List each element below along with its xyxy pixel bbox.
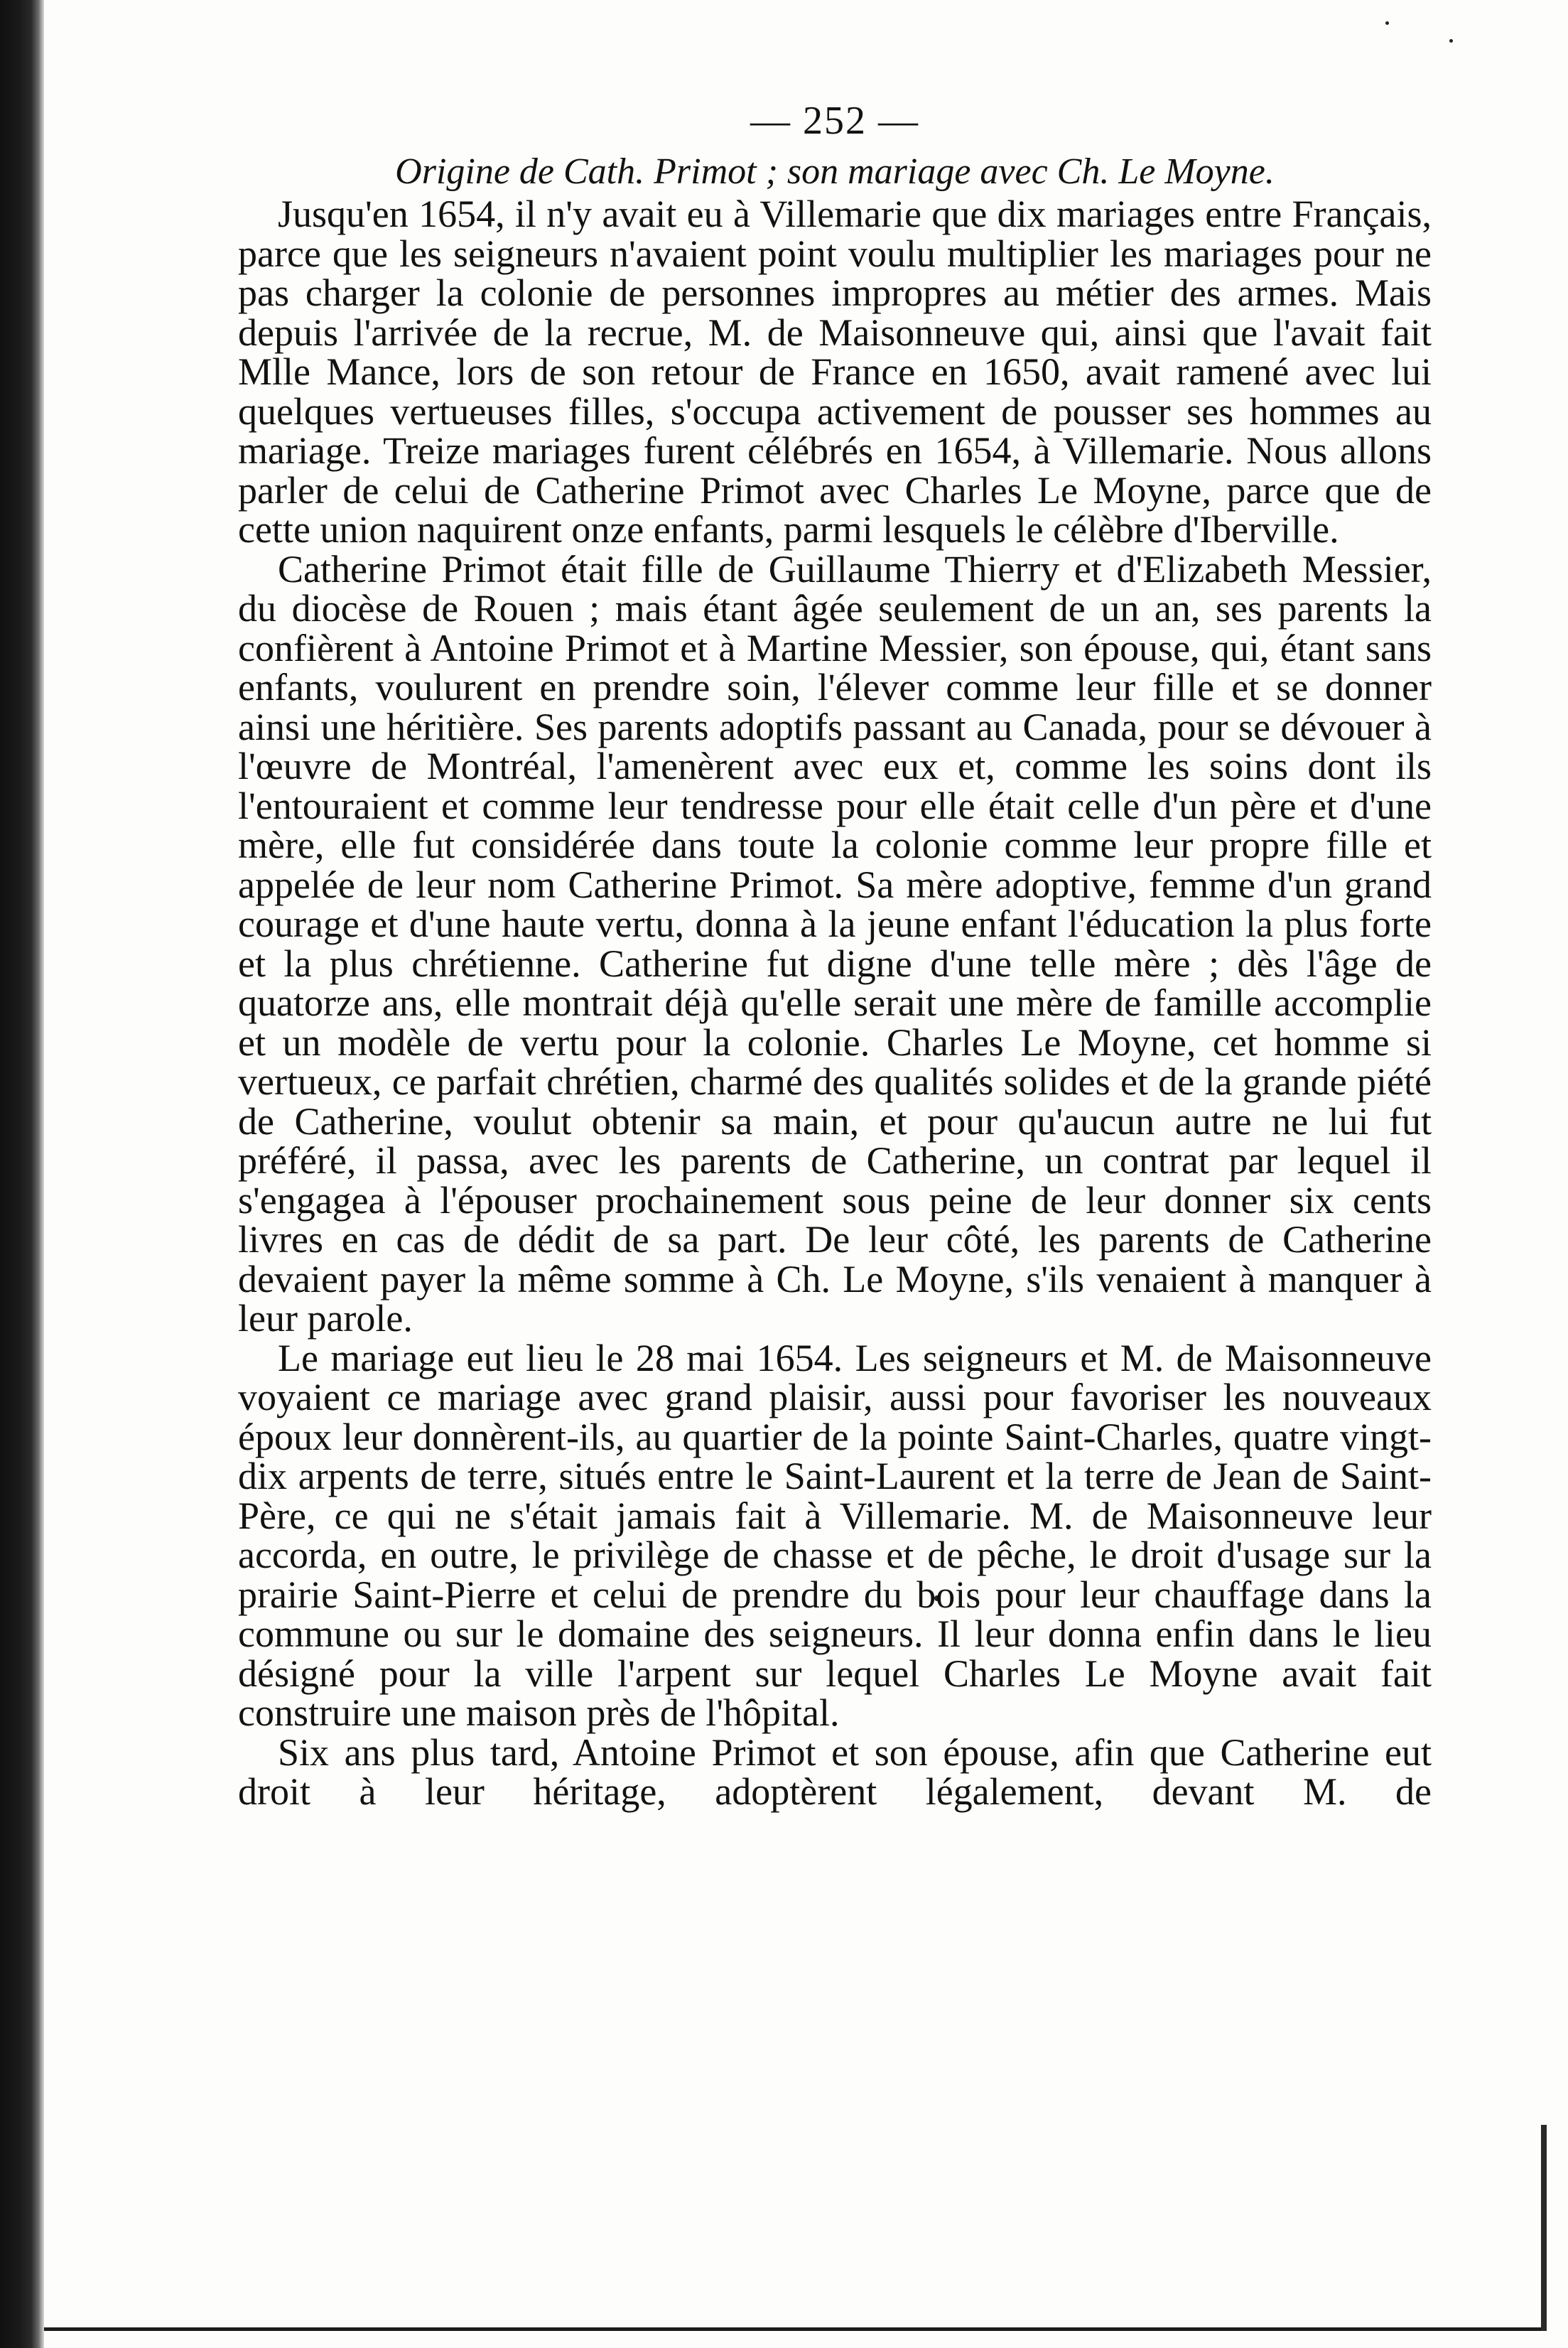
- right-edge-mark: [1541, 2125, 1547, 2331]
- paragraph: Le mariage eut lieu le 28 mai 1654. Les seigneurs et M. de Maisonneuve voyaient ce mariage avec grand plaisir, aussi pour favoriser les nouveaux époux leur donnèrent-ils, au quartier de la pointe Saint-Charles, quatre vingt-dix arpents de terre, situés entre le Saint-Laurent et la terre de Jean de Saint-Père, ce qui ne s'était jamais fait à Villemarie. M. de Maisonneuve leur accorda, en outre, le privilège de chasse et de pêche, le droit d'usage sur la prairie Saint-Pierre et celui de prendre du bois pour leur chauffage dans la commune ou sur le domaine des seigneurs. Il leur donna enfin dans le lieu désigné pour la ville l'arpent sur lequel Charles Le Moyne avait fait construire une maison près de l'hôpital.: [238, 1336, 1432, 1734]
- stray-dot: [1449, 39, 1453, 43]
- paragraph: Jusqu'en 1654, il n'y avait eu à Villemarie que dix mariages entre Français, parce que les seigneurs n'avaient point voulu multiplier les mariages pour ne pas charger la colonie de personnes impropres au métier des armes. Mais depuis l'arrivée de la recrue, M. de Maisonneuve qui, ainsi que l'avait fait Mlle Mance, lors de son retour de France en 1650, avait ramené avec lui quelques vertueuses filles, s'occupa activement de pousser ses hommes au mariage. Treize mariages furent célébrés en 1654, à Villemarie. Nous allons parler de celui de Catherine Primot avec Charles Le Moyne, parce que de cette union naquirent onze enfants, parmi lesquels le célèbre d'Iberville.: [238, 193, 1432, 551]
- paragraph: Six ans plus tard, Antoine Primot et son épouse, afin que Catherine eut droit à leur héritage, adoptèrent légalement, devant M. de: [238, 1730, 1432, 1813]
- bottom-rule: [44, 2327, 1547, 2331]
- section-title: Origine de Cath. Primot ; son mariage avec Ch. Le Moyne.: [395, 151, 1275, 192]
- stray-dot: [1385, 21, 1389, 25]
- paragraph: Catherine Primot était fille de Guillaume Thierry et d'Elizabeth Messier, du diocèse de Rouen ; mais étant âgée seulement de un an, ses parents la confièrent à Antoine Primot et à Martine Messier, son épouse, qui, étant sans enfants, voulurent en prendre soin, l'élever comme leur fille et se donner ainsi une héritière. Ses parents adoptifs passant au Canada, pour se dévouer à l'œuvre de Montréal, l'amenèrent avec eux et, comme les soins dont ils l'entouraient et comme leur tendresse pour elle était celle d'un père et d'une mère, elle fut considérée dans toute la colonie comme leur propre fille et appelée de leur nom Catherine Primot. Sa mère adoptive, femme d'un grand courage et d'une haute vertu, donna à la jeune enfant l'éducation la plus forte et la plus chrétienne. Catherine fut digne d'une telle mère ; dès l'âge de quatorze ans, elle montrait déjà qu'elle serait une mère de famille accomplie et un modèle de vertu pour la colonie. Charles Le Moyne, cet homme si vertueux, ce parfait chrétien, charmé des qualités solides et de la grande piété de Catherine, voulut obtenir sa main, et pour qu'aucun autre ne lui fut préféré, il passa, avec les parents de Catherine, un contrat par lequel il s'engagea à l'épouser prochainement sous peine de leur donner six cents livres en cas de dédit de sa part. De leur côté, les parents de Catherine devaient payer la même somme à Ch. Le Moyne, s'ils venaient à manquer à leur parole.: [238, 547, 1432, 1340]
- page-number: — 252 —: [750, 99, 919, 143]
- binding-edge: [0, 0, 44, 2348]
- page-text: [238, 92, 1432, 1812]
